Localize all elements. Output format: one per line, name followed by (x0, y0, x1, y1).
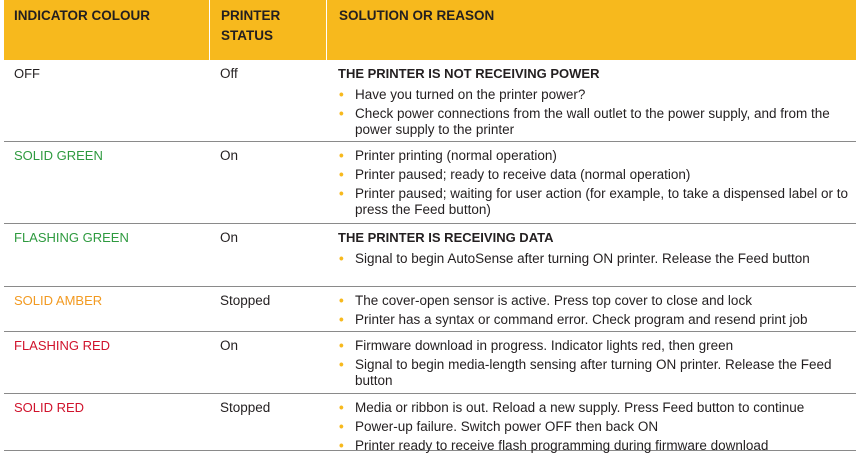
solution-item (338, 148, 856, 164)
table-header (4, 0, 856, 60)
bullet-icon: • (339, 338, 344, 353)
table-body (4, 60, 856, 451)
indicator-table (4, 0, 856, 451)
table-row (4, 60, 856, 142)
solution-cell (326, 224, 856, 286)
header-solution-or-reason: SOLUTION OR REASON (326, 0, 856, 60)
solution-item (338, 400, 856, 416)
solution-list (338, 148, 856, 218)
header-printer-status: PRINTER STATUS (209, 0, 326, 60)
solution-list (338, 400, 856, 454)
solution-cell (326, 60, 856, 141)
table-row (4, 394, 856, 451)
bullet-icon: • (339, 419, 344, 434)
bullet-icon: • (339, 293, 344, 308)
bullet-icon: • (339, 106, 344, 121)
solution-item-text: Signal to begin media-length sensing after turning ON printer. Release the Feed button (355, 357, 832, 388)
printer-status-cell: On (220, 230, 239, 245)
bullet-icon: • (339, 438, 344, 453)
solution-list (338, 251, 856, 267)
indicator-colour-cell: SOLID GREEN (14, 148, 103, 163)
solution-item (338, 87, 856, 103)
printer-status-cell: On (220, 148, 239, 163)
bullet-icon: • (339, 186, 344, 201)
table-row (4, 332, 856, 394)
bullet-icon: • (339, 148, 344, 163)
bullet-icon: • (339, 400, 344, 415)
solution-item (338, 312, 856, 328)
solution-item-text: The cover-open sensor is active. Press top cover to close and lock (355, 293, 752, 308)
printer-status-cell: Stopped (220, 293, 271, 308)
table-row (4, 142, 856, 224)
bullet-icon: • (339, 312, 344, 327)
solution-item-text: Printer has a syntax or command error. Check program and resend print job (355, 312, 808, 327)
solution-item-text: Printer paused; ready to receive data (normal operation) (355, 167, 691, 182)
indicator-colour-cell: SOLID AMBER (14, 293, 103, 308)
solution-item-text: Have you turned on the printer power? (355, 87, 586, 102)
solution-item-text: Power-up failure. Switch power OFF then back ON (355, 419, 659, 434)
solution-item-text: Check power connections from the wall outlet to the power supply, and from the power supply to the printer (355, 106, 830, 137)
indicator-colour-cell: FLASHING RED (14, 338, 111, 353)
indicator-colour-cell: SOLID RED (14, 400, 85, 415)
solution-item (338, 438, 856, 454)
indicator-colour-cell: OFF (14, 66, 40, 81)
solution-item (338, 357, 856, 389)
bullet-icon: • (339, 251, 344, 266)
solution-item-text: Signal to begin AutoSense after turning ON printer. Release the Feed button (355, 251, 810, 266)
bullet-icon: • (339, 167, 344, 182)
table-row (4, 224, 856, 287)
solution-item (338, 251, 856, 267)
solution-cell (326, 142, 856, 223)
solution-item-text: Media or ribbon is out. Reload a new supply. Press Feed button to continue (355, 400, 805, 415)
solution-item-text: Firmware download in progress. Indicator lights red, then green (355, 338, 734, 353)
bullet-icon: • (339, 87, 344, 102)
solution-item (338, 419, 856, 435)
solution-item (338, 167, 856, 183)
printer-status-cell: Off (220, 66, 238, 81)
printer-status-cell: Stopped (220, 400, 271, 415)
solution-list (338, 293, 856, 328)
solution-item-text: Printer ready to receive flash programming during firmware download (355, 438, 769, 453)
solution-item-text: Printer paused; waiting for user action (for example, to take a dispensed label or to press the Feed button) (355, 186, 849, 217)
solution-cell (326, 394, 856, 453)
solution-item (338, 186, 856, 218)
solution-title: THE PRINTER IS RECEIVING DATA (338, 230, 554, 245)
solution-cell (326, 287, 856, 331)
solution-cell (326, 332, 856, 393)
bullet-icon: • (339, 357, 344, 372)
solution-item (338, 338, 856, 354)
solution-list (338, 338, 856, 389)
indicator-colour-cell: FLASHING GREEN (14, 230, 129, 245)
solution-title: THE PRINTER IS NOT RECEIVING POWER (338, 66, 600, 81)
printer-status-cell: On (220, 338, 239, 353)
solution-item (338, 293, 856, 309)
header-indicator-colour: INDICATOR COLOUR (14, 8, 150, 23)
solution-list (338, 87, 856, 138)
solution-item (338, 106, 856, 138)
solution-item-text: Printer printing (normal operation) (355, 148, 557, 163)
table-row (4, 287, 856, 332)
